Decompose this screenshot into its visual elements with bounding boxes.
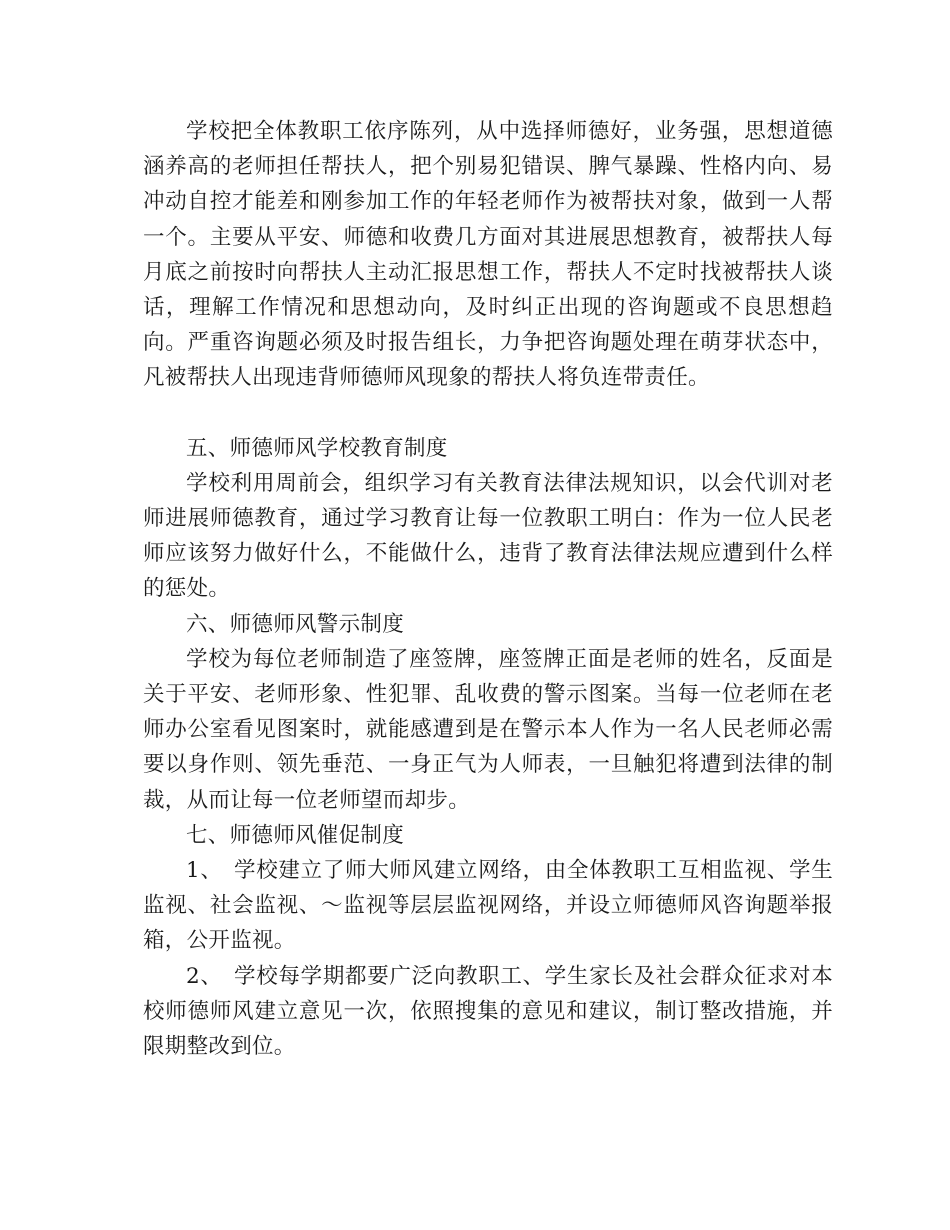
paragraph-warning: 学校为每位老师制造了座签牌，座签牌正面是老师的姓名，反面是关于平安、老师形象、性犯罪、乱收费的警示图案。当每一位老师在老师办公室看见图案时，就能感遭到是在警示本人作为一名人民老师必需要以身作则、领先垂范、一身正气为人师表，一旦触犯将遭到法律的制裁，从而让每一位老师望而却步。 [143,646,833,813]
paragraph-mentoring: 学校把全体教职工依序陈列，从中选择师德好，业务强，思想道德涵养高的老师担任帮扶人，把个别易犯错误、脾气暴躁、性格内向、易冲动自控才能差和刚参加工作的年轻老师作为被帮扶对象，做到一人帮一个。主要从平安、师德和收费几方面对其进展思想教育，被帮扶人每月底之前按时向帮扶人主动汇报思想工作，帮扶人不定时找被帮扶人谈话，理解工作情况和思想动向，及时纠正出现的咨询题或不良思想趋向。严重咨询题必须及时报告组长，力争把咨询题处理在萌芽状态中，凡被帮扶人出现违背师德师风现象的帮扶人将负连带责任。 [143,119,833,391]
paragraph-supervision-1: 1、 学校建立了师大师风建立网络，由全体教职工互相监视、学生监视、社会监视、～监视等层层监视网络，并设立师德师风咨询题举报箱，公开监视。 [143,858,833,954]
document-page [143,114,833,1064]
paragraph-education: 学校利用周前会，组织学习有关教育法律法规知识，以会代训对老师进展师德教育，通过学习教育让每一位教职工明白：作为一位人民老师应该努力做好什么，不能做什么，违背了教育法律法规应遭到什么样的惩处。 [143,470,833,602]
section-gap [143,396,833,431]
paragraph-supervision-2: 2、 学校每学期都要广泛向教职工、学生家长及社会群众征求对本校师德师风建立意见一次，依照搜集的意见和建议，制订整改措施，并限期整改到位。 [143,963,833,1060]
heading-section-6: 六、师德师风警示制度 [186,611,405,637]
heading-section-5: 五、师德师风学校教育制度 [186,435,448,461]
heading-section-7: 七、师德师风催促制度 [186,822,405,848]
